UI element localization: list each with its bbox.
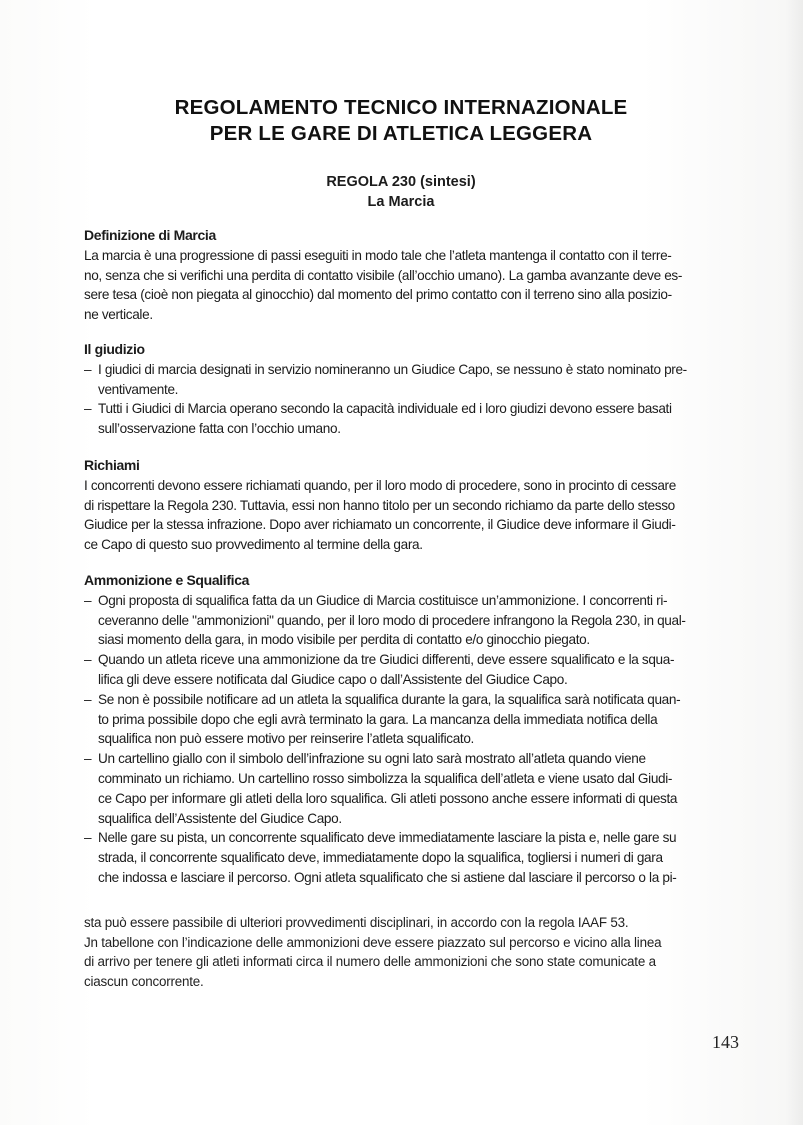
paragraph-line: I concorrenti devono essere richiamati quando, per il loro modo di procedere, sono in procinto di cessare	[84, 477, 676, 493]
paragraph-line: sere tesa (cioè non piegata al ginocchio) dal momento del primo contatto con il terreno sino alla posizio-	[84, 287, 672, 303]
section-heading: Definizione di Marcia	[84, 227, 216, 243]
list-item-line: siasi momento della gara, in modo visibile per perdita di contatto e/o ginocchio piegato.	[98, 632, 590, 648]
rule-number: REGOLA 230 (sintesi)	[326, 174, 476, 190]
title-line-2: PER LE GARE DI ATLETICA LEGGERA	[209, 122, 593, 145]
list-item	[84, 690, 681, 749]
paragraph-line: Giudice per la stessa infrazione. Dopo aver richiamato un concorrente, il Giudice deve informare il Giudi-	[84, 517, 676, 533]
list-item-line: ce Capo per informare gli atleti della loro squalifica. Gli atleti possono anche essere informati di questa	[98, 790, 678, 806]
list-item-line: Se non è possibile notificare ad un atleta la squalifica durante la gara, la squalifica sarà notificata quan-	[98, 691, 681, 707]
list-item-line: lifica gli deve essere notificata dal Giudice capo o dall’Assistente del Giudice Capo.	[98, 671, 568, 687]
list-dash: –	[84, 830, 92, 846]
section-ammonizione	[84, 571, 686, 888]
paragraph-line: ne verticale.	[84, 307, 153, 323]
list-dash: –	[84, 592, 92, 608]
section-heading: Richiami	[84, 457, 140, 473]
paragraph-line: no, senza che si verifichi una perdita di contatto visibile (all’occhio umano). La gamba avanzante deve es-	[84, 267, 683, 283]
list-dash: –	[84, 751, 92, 767]
list-item-line: sull’osservazione fatta con l’occhio umano.	[98, 421, 341, 437]
list-item-line: squalifica dell’Assistente del Giudice Capo.	[98, 810, 342, 826]
continuation-line: ciascun concorrente.	[84, 973, 204, 989]
continuation-line: Jn tabellone con l’indicazione delle ammonizioni deve essere piazzato sul percorso e vicino alla linea	[84, 934, 662, 950]
list-dash: –	[84, 652, 92, 668]
section-heading: Il giudizio	[84, 341, 145, 357]
section-definizione	[84, 226, 683, 325]
page-number: 143	[712, 1032, 739, 1052]
list-item-line: Quando un atleta riceve una ammonizione da tre Giudici differenti, deve essere squalificato e la squa-	[98, 652, 675, 668]
list-item	[84, 360, 687, 400]
list-dash: –	[84, 691, 92, 707]
section-richiami	[84, 456, 676, 555]
list-item-line: comminato un richiamo. Un cartellino rosso simbolizza la squalifica dell’atleta e viene usato dal Giudi-	[98, 770, 673, 786]
paragraph-line: La marcia è una progressione di passi eseguiti in modo tale che l’atleta mantenga il contatto con il terre-	[84, 247, 672, 263]
list-item-line: I giudici di marcia designati in servizio nomineranno un Giudice Capo, se nessuno è stato nominato pre-	[98, 361, 687, 377]
list-item	[84, 828, 677, 887]
paragraph-line: ce Capo di questo suo provvedimento al termine della gara.	[84, 537, 423, 553]
list-item-line: Un cartellino giallo con il simbolo dell’infrazione su ogni lato sarà mostrato all’atleta quando viene	[98, 751, 646, 767]
paragraph-line: di rispettare la Regola 230. Tuttavia, essi non hanno titolo per un secondo richiamo da parte dello stesso	[84, 497, 675, 513]
continuation-text	[84, 913, 684, 991]
list-item-line: Ogni proposta di squalifica fatta da un Giudice di Marcia costituisce un’ammonizione. I concorrenti ri-	[98, 592, 668, 608]
scan-edge-shadow	[785, 0, 803, 1125]
list-item-line: che indossa e lasciare il percorso. Ogni atleta squalificato che si astiene dal lasciare il percorso o la pi-	[98, 869, 677, 885]
continuation-line: di arrivo per tenere gli atleti informati circa il numero delle ammonizioni che sono state comunicate a	[84, 954, 656, 969]
rule-header	[60, 172, 742, 212]
list-item-line: strada, il concorrente squalificato deve, immediatamente dopo la squalifica, togliersi i numeri di gara	[98, 850, 663, 866]
list-item-line: squalifica non può essere motivo per reinserire l’atleta squalificato.	[98, 731, 474, 747]
document-title	[60, 95, 742, 147]
list-item-line: Nelle gare su pista, un concorrente squalificato deve immediatamente lasciare la pista e, nelle gare su	[98, 830, 677, 846]
list-item	[84, 749, 678, 828]
rule-name: La Marcia	[367, 194, 435, 210]
section-giudizio	[84, 340, 687, 439]
section-heading: Ammonizione e Squalifica	[84, 572, 250, 588]
list-item	[84, 399, 672, 439]
list-item	[84, 650, 675, 690]
list-dash: –	[84, 401, 92, 417]
title-line-1: REGOLAMENTO TECNICO INTERNAZIONALE	[174, 96, 628, 119]
list-item-line: to prima possibile dopo che egli avrà terminato la gara. La mancanza della immediata notifica della	[98, 711, 658, 727]
continuation-line: sta può essere passibile di ulteriori provvedimenti disciplinari, in accordo con la regola IAAF 53.	[84, 915, 629, 930]
list-item	[84, 591, 686, 650]
list-item-line: ventivamente.	[98, 381, 179, 397]
list-item-line: ceveranno delle "ammonizioni" quando, per il loro modo di procedere infrangono la Regola 230, in qual-	[98, 612, 686, 628]
list-dash: –	[84, 361, 92, 377]
list-item-line: Tutti i Giudici di Marcia operano secondo la capacità individuale ed i loro giudizi devono essere basati	[98, 401, 672, 417]
